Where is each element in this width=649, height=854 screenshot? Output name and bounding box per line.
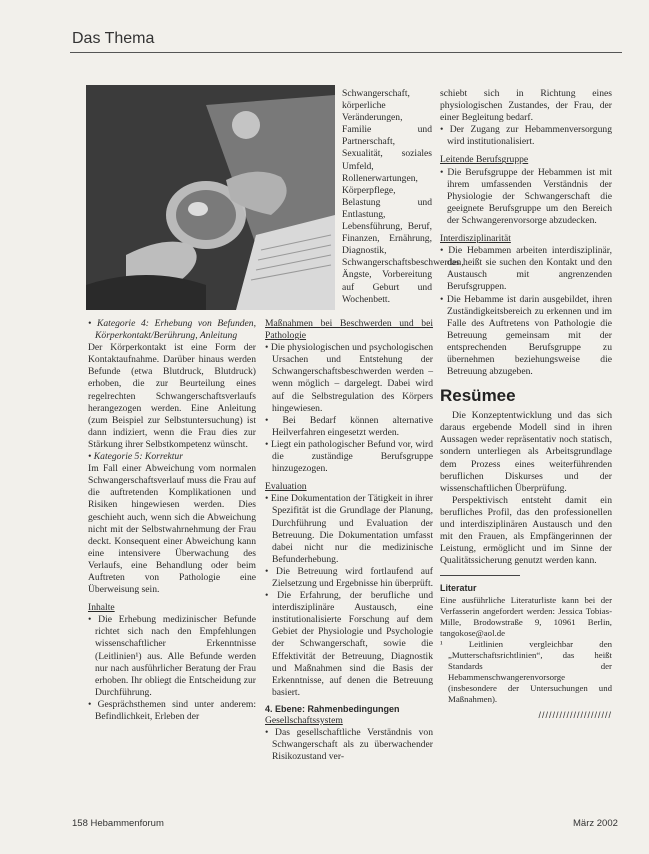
category-5-text: Im Fall einer Abweichung vom normalen Schwangerschaftsverlauf muss die Frau auf die auftretenden Komplikationen und Risiken hingewiesen werden. Dies geschieht auch, wenn sich die Abweichung nicht mit der Selbstwahrnehmung der Frau deckt. Konsequent einer Abweichung kann eine intensivere Überwachung des Verlaufs, eine Behandlung oder beim Auftreten von Pathologie eine Überweisung sein. [88,463,256,596]
column-1 [88,318,256,723]
column-2-top-text [342,88,464,306]
evaluation-bullet-3: • Die Erfahrung, der berufliche und interdisziplinäre Austausch, eine institutionalisierte Forschung auf dem Gebiet der Physiologie und Psychologie der Schwangerschaft, sowie die Effektivität der Betreuung, Diagnostik und Maßnahmen sind die Basis der Erkenntnisse, auf denen die Betreuung basiert. [265,590,433,698]
interdisciplinarity-bullet-1: • Die Hebammen arbeiten interdisziplinär, das heißt sie suchen den Kontakt und den Austausch mit angrenzenden Berufsgruppen. [440,245,612,293]
inhalte-heading: Inhalte [88,602,115,614]
evaluation-bullet-2: • Die Betreuung wird fortlaufend auf Zielsetzung und Ergebnisse hin überprüft. [265,565,434,589]
column-3-continuation: schiebt sich in Richtung eines physiologischen Zustandes, der Frau, der einer Begleitung bedarf. [440,88,612,124]
category-4-text: Der Körperkontakt ist eine Form der Kontaktaufnahme. Darüber hinaus werden Befunde (etwa Blutdruck, Blutdruck) erhoben, die zur Beurteilung eines regelrechten Schwangerschaftsverlaufs herangezogen werden. Eine Anleitung (zum Beispiel zur Selbstuntersuchung) ist dann indiziert, wenn die Frau dies zur Stärkung ihrer Selbstkompetenz wünscht. [88,342,256,450]
leading-profession-bullet: • Die Berufsgruppe der Hebammen ist mit ihrem umfassenden Verständnis der Physiologie der Schwangerschaft die geeignete Berufsgruppe um den Bereich der Schwangerenvorsorge abzudecken. [440,166,612,226]
level-4-heading: 4. Ebene: Rahmenbedingungen [265,703,400,714]
measures-heading: Maßnahmen bei Beschwerden und bei Pathologie [265,318,433,342]
inhalte-bullet-1: • Die Erhebung medizinischer Befunde richtet sich nach den Empfehlungen wissenschaftlicher Erkenntnisse (Leitlinien¹) aus. Alle Befunde werden nur nach ausführlicher Beratung der Frau erhoben. Ihr obliegt die Entscheidung zur Durchführung. [88,614,256,698]
literature-heading: Literatur [440,583,477,594]
category-5-heading: • Kategorie 5: Korrektur [88,451,183,463]
header-rule [70,52,622,53]
measures-bullet-3: • Liegt ein pathologischer Befund vor, wird die zuständige Berufsgruppe hinzugezogen. [265,438,433,475]
measures-bullet-2: • Bei Bedarf können alternative Heilverfahren eingesetzt werden. [265,414,433,438]
access-bullet: • Der Zugang zur Hebammenversorgung wird institutionalisiert. [440,124,612,148]
section-title: Das Thema [72,30,155,47]
literature-rule [440,575,520,576]
photo-illustration [86,85,335,310]
footer-date: März 2002 [573,818,618,829]
inhalte-bullet-2: • Gesprächsthemen sind unter anderem: Befindlichkeit, Erleben der [88,698,256,722]
interdisciplinarity-bullet-2: • Die Hebamme ist darin ausgebildet, ihren Zuständigkeitsbereich zu erkennen und im Falle des Auftretens von Pathologie die Betreuung gemeinsam mit der entsprechenden Berufsgruppe zu übernehmen beziehungsweise die Betreuung abzugeben. [440,293,612,378]
column-2 [265,318,433,763]
resume-paragraph-2: Perspektivisch entsteht damit ein berufliches Profil, das den professionellen und interdisziplinären Austausch und den mit den Frauen, als Empfängerinnen der Leistung, ermöglicht und im Sinne der Qualitätssicherung genutzt werden kann. [440,494,612,567]
measures-bullet-1: • Die physiologischen und psychologischen Ursachen und Entstehung der Schwangerschaftsbeschwerden werden – wenn möglich – dargelegt. Dabei wird auf die Selbstregulation des Körpers hingewiesen. [265,342,433,414]
end-mark: ///////////////////// [538,710,612,721]
category-4-heading: • Kategorie 4: Erhebung von Befunden, Körperkontakt/Berührung, Anleitung [88,318,256,342]
literature-text: Eine ausführliche Literaturliste kann bei der Verfasserin angefordert werden: Jessica Tobias-Mille, Brodowstraße 9, 10961 Berlin, tangokose@aol.de [440,595,612,639]
footer-page-label: 158 Hebammenforum [72,818,164,829]
evaluation-bullet-1: • Eine Dokumentation der Tätigkeit in ihrer Spezifität ist die Grundlage der Planung, Durchführung und Evaluation der Betreuung. Die Dokumentation umfasst dabei nicht nur die medizinische Befunderhebung. [265,493,433,565]
society-bullet-1: • Das gesellschaftliche Verständnis von Schwangerschaft als zu überwachender Risikozustand ver- [265,727,433,763]
column-2-top-paragraph: Schwangerschaft, körperliche Veränderungen, Familie und Partnerschaft, Sexualität, soziales Umfeld, Rollenerwartungen, Körperpflege, Belastung und Entlastung, Lebensführung, Beruf, Finanzen, Ernährung, Diagnostik, Schwangerschaftsbeschwerden, Ängste, Vorbereitung auf Geburt und Wochenbett. [342,88,464,305]
resume-heading: Resümee [440,386,516,406]
society-heading: Gesellschaftssystem [265,715,343,726]
interdisciplinarity-heading: Interdisziplinarität [440,233,511,245]
footnote: ¹ Leitlinien vergleichbar den „Mutterschaftsrichtlinien“, das heißt Standards der Hebammenschwangerenvorsorge (insbesondere der Untersuchungen und Maßnahmen). [440,639,612,705]
leading-profession-heading: Leitende Berufsgruppe [440,154,529,166]
evaluation-heading: Evaluation [265,481,307,493]
column-3 [440,88,612,722]
article-photo [86,85,335,310]
resume-paragraph-1: Die Konzeptentwicklung und das sich daraus ergebende Modell sind in ihren Aussagen weder repräsentativ noch statisch, sondern unterliegen als Arbeitsgrundlage dem Prozess eines weiterführenden beruflichen Diskurses und der wissenschaftlichen Überprüfung. [440,410,612,494]
